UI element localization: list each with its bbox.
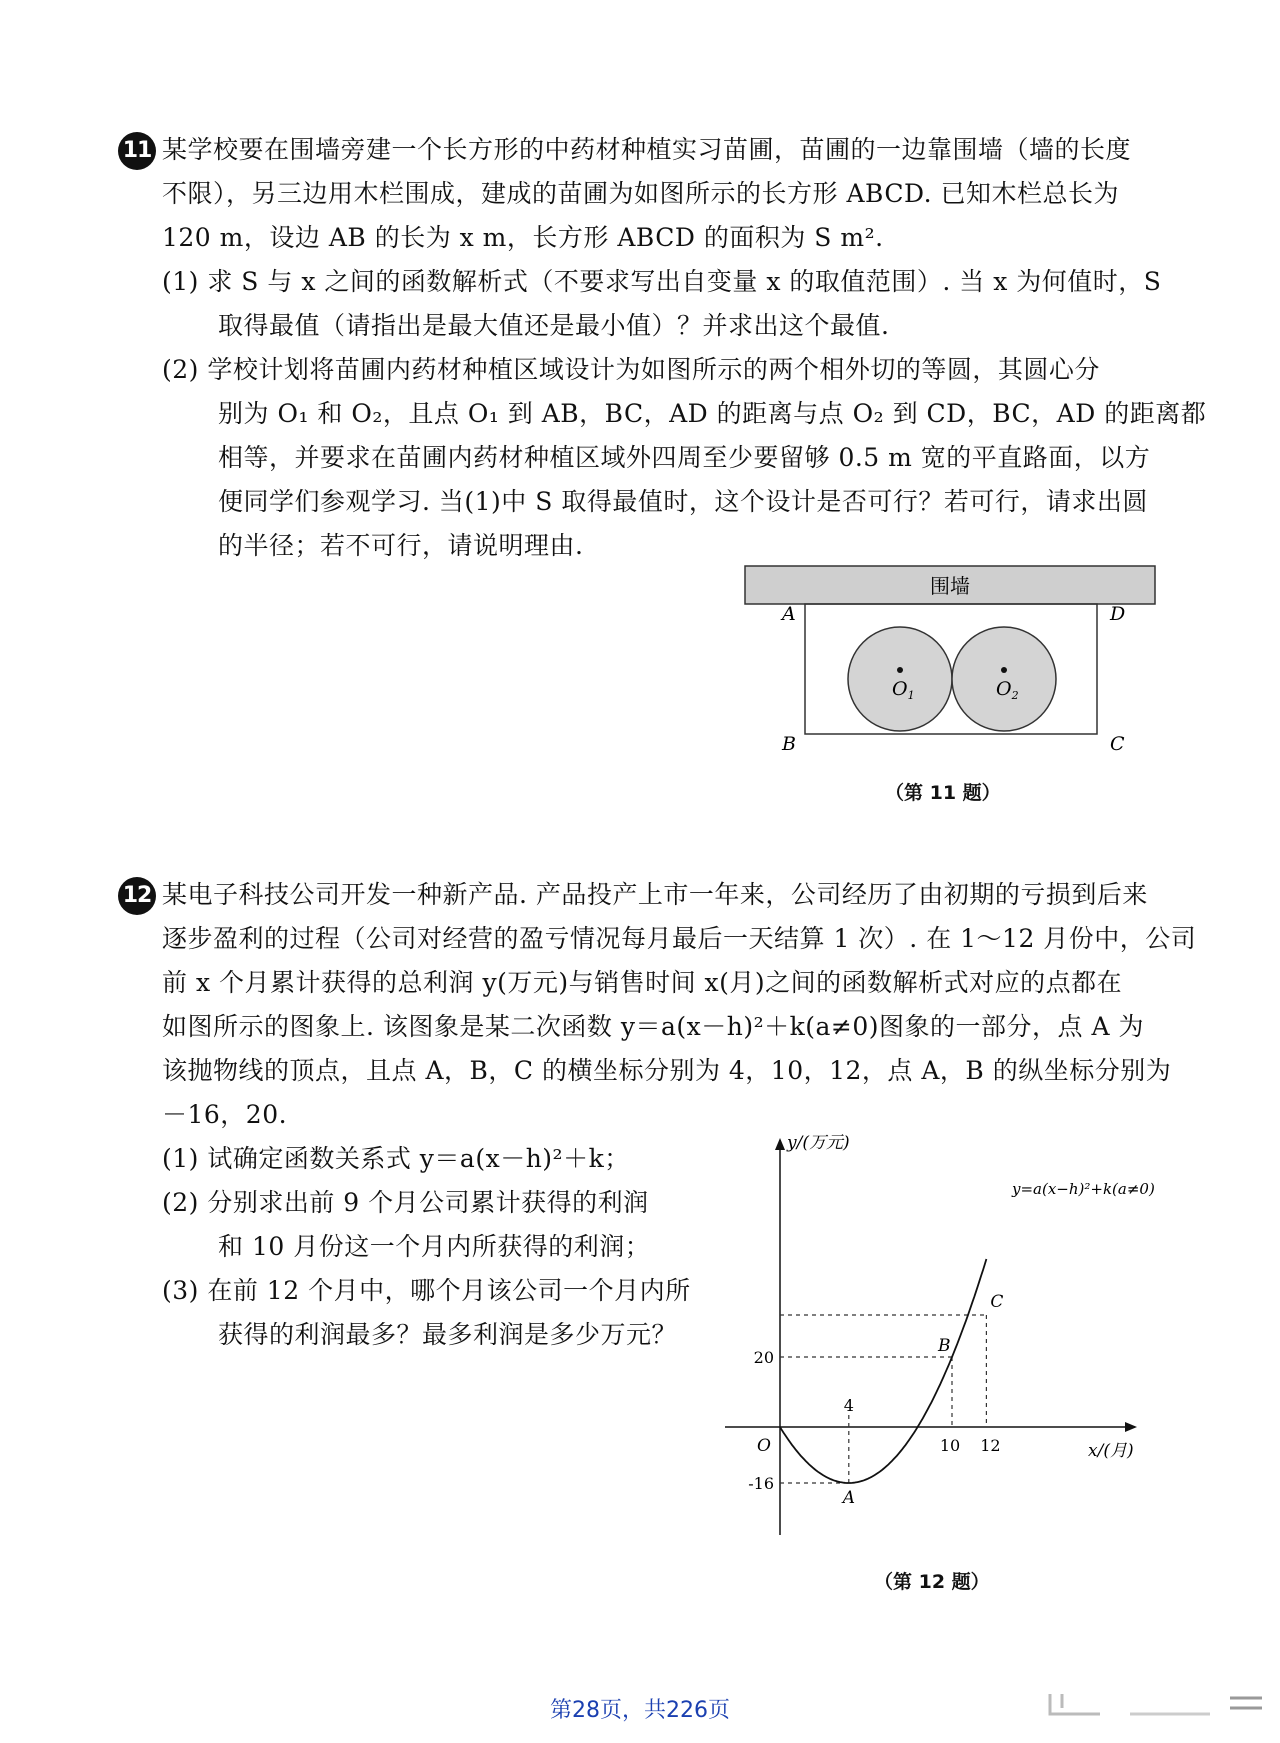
q11-part2-line-4: 便同学们参观学习. 当(1)中 S 取得最值时，这个设计是否可行？若可行，请求出圆 [218,487,1148,516]
q12-line-5: 该抛物线的顶点，且点 A，B，C 的横坐标分别为 4，10，12，点 A，B 的纵坐标分别为 [162,1056,1172,1085]
page-indicator: 第28页，共226页 [550,1698,730,1723]
curve-label: y=a(x−h)²+k(a≠0) [1012,1180,1155,1198]
question-11-number: 11 [122,138,152,163]
x-tick-4: 4 [843,1396,854,1415]
q11-part2-line-3: 相等，并要求在苗圃内药材种植区域外四周至少要留够 0.5 m 宽的平直路面，以方 [218,443,1151,472]
question-11-badge [118,132,156,170]
center-o2-dot [1001,667,1007,673]
point-c-label: C [990,1292,1004,1312]
q11-line-2: 不限），另三边用木栏围成，建成的苗圃为如图所示的长方形 ABCD. 已知木栏总长为 [162,179,1120,208]
y-tick-20: 20 [753,1348,774,1367]
label-b: B [782,733,796,755]
q12-part-1: (1) 试确定函数关系式 y＝a(x－h)²＋k； [162,1144,630,1173]
q12-part-3: (3) 在前 12 个月中，哪个月该公司一个月内所 [162,1276,691,1305]
x-axis-label: x/(月) [1088,1441,1134,1461]
label-c: C [1110,733,1125,755]
center-o1-dot [897,667,903,673]
q11-part2-line-5: 的半径；若不可行，请说明理由. [218,531,584,560]
question-12-badge [118,877,156,915]
q12-line-3: 前 x 个月累计获得的总利润 y(万元)与销售时间 x(月)之间的函数解析式对应的点都在 [162,968,1123,997]
q12-part-2: (2) 分别求出前 9 个月公司累计获得的利润 [162,1188,649,1217]
label-o2: $O_2$ [996,678,1019,702]
wall-label: 围墙 [930,574,970,598]
y-axis-label: y/(万元) [787,1133,850,1153]
q11-part2-line-2: 别为 O₁ 和 O₂，且点 O₁ 到 AB，BC，AD 的距离与点 O₂ 到 CD，BC，AD 的距离都 [218,399,1207,428]
q12-part-3-cont: 获得的利润最多？最多利润是多少万元？ [218,1320,678,1349]
q12-line-2: 逐步盈利的过程（公司对经营的盈亏情况每月最后一天结算 1 次）. 在 1～12 月份中，公司 [162,924,1197,953]
figure-12-chart [700,1120,1200,1540]
q12-line-1: 某电子科技公司开发一种新产品. 产品投产上市一年来，公司经历了由初期的亏损到后来 [162,880,1148,909]
y-tick-minus-16: -16 [748,1474,774,1493]
q11-part1-line-2: 取得最值（请指出是最大值还是最小值）？并求出这个最值. [218,311,890,340]
question-12-number: 12 [122,883,152,908]
q11-part2-line-1: (2) 学校计划将苗圃内药材种植区域设计为如图所示的两个相外切的等圆，其圆心分 [162,355,1100,384]
q11-line-3: 120 m，设边 AB 的长为 x m，长方形 ABCD 的面积为 S m². [162,223,884,252]
figure-12-caption: （第 12 题） [874,1571,990,1593]
label-o1: $O_1$ [892,678,915,702]
x-tick-12: 12 [980,1436,1001,1455]
q12-line-6: －16，20. [162,1100,288,1129]
origin-label: O [757,1436,771,1456]
reader-toolbar-icon[interactable] [1040,1688,1270,1724]
x-tick-10: 10 [939,1436,961,1455]
figure-11 [740,558,1170,798]
q11-part1-line-1: (1) 求 S 与 x 之间的函数解析式（不要求写出自变量 x 的取值范围）. 当 x 为何值时，S [162,267,1162,296]
point-a-label: A [842,1488,856,1508]
point-b-label: B [938,1336,951,1356]
label-a: A [782,603,796,625]
q11-line-1: 某学校要在围墙旁建一个长方形的中药材种植实习苗圃，苗圃的一边靠围墙（墙的长度 [162,135,1132,164]
guide-lines [780,1315,986,1483]
label-d: D [1110,603,1126,625]
q12-line-4: 如图所示的图象上. 该图象是某二次函数 y＝a(x－h)²＋k(a≠0)图象的一部分，点 A 为 [162,1012,1144,1041]
figure-11-caption: （第 11 题） [885,782,1001,804]
q12-part-2-cont: 和 10 月份这一个月内所获得的利润； [218,1232,651,1261]
